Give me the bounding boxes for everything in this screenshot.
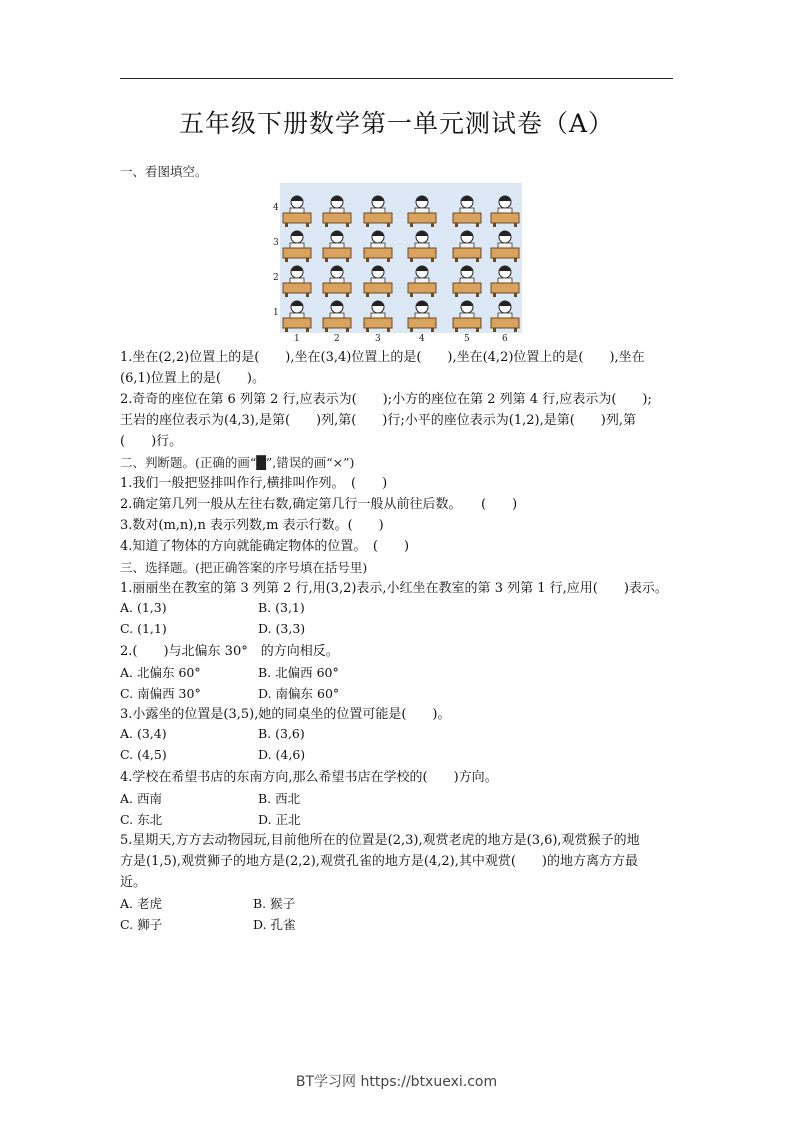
desk-leg — [410, 223, 413, 227]
desk-leg — [285, 328, 288, 332]
desk-leg — [366, 258, 369, 262]
classroom-seating-figure — [270, 183, 522, 343]
question2-line2: 王岩的座位表示为(4,3),是第( )列,第( )行;小平的座位表示为(1,2),是第( )列,第 — [120, 413, 636, 428]
desk-leg — [387, 258, 390, 262]
student-desk — [491, 213, 519, 223]
student-desk — [283, 213, 311, 223]
student-desk — [323, 213, 351, 223]
desk-leg — [431, 258, 434, 262]
question2-line1: 2.奇奇的座位在第 6 列第 2 行,应表示为( );小方的座位在第 2 列第 4 行,应表示为( ); — [120, 392, 652, 407]
desk-leg — [493, 258, 496, 262]
desk-leg — [387, 328, 390, 332]
choice-q4-stem: 4.学校在希望书店的东南方向,那么希望书店在学校的( )方向。 — [120, 770, 498, 785]
row-label: 1 — [273, 308, 279, 318]
desk-leg — [455, 258, 458, 262]
student-desk — [323, 248, 351, 258]
desk-leg — [306, 328, 309, 332]
desk-leg — [285, 258, 288, 262]
student-desk — [453, 248, 481, 258]
student-desk — [453, 318, 481, 328]
student-desk — [364, 248, 392, 258]
desk-leg — [514, 293, 517, 297]
desk-leg — [410, 328, 413, 332]
choice-q1-option-a: A. (1,3) — [120, 600, 167, 615]
question1-line1: 1.坐在(2,2)位置上的是( ),坐在(3,4)位置上的是( ),坐在(4,2)位置上的是( ),坐在 — [120, 350, 645, 365]
desk-leg — [514, 328, 517, 332]
choice-q1-option-d: D. (3,3) — [258, 621, 306, 636]
desk-leg — [346, 223, 349, 227]
question2-line3: ( )行。 — [120, 434, 183, 449]
column-label: 6 — [502, 334, 508, 343]
desk-leg — [325, 258, 328, 262]
desk-leg — [476, 223, 479, 227]
choice-q2-option-b: B. 北偏西 60° — [258, 665, 339, 680]
desk-leg — [455, 328, 458, 332]
desk-leg — [366, 293, 369, 297]
column-label: 4 — [419, 334, 425, 343]
judge-item-2: 2.确定第几列一般从左往右数,确定第几行一般从前往后数。 ( ) — [120, 497, 518, 512]
desk-leg — [346, 258, 349, 262]
choice-q3-option-a: A. (3,4) — [120, 726, 167, 741]
column-label: 5 — [464, 334, 470, 343]
column-label: 1 — [294, 334, 300, 343]
footer-watermark: BT学习网 https://btxuexi.com — [295, 1074, 498, 1090]
desk-leg — [476, 328, 479, 332]
desk-leg — [493, 293, 496, 297]
desk-leg — [431, 328, 434, 332]
row-label: 2 — [273, 273, 279, 283]
desk-leg — [493, 223, 496, 227]
student-desk — [491, 248, 519, 258]
student-desk — [408, 283, 436, 293]
choice-q2-option-c: C. 南偏西 30° — [120, 686, 201, 701]
desk-leg — [306, 223, 309, 227]
student-desk — [453, 213, 481, 223]
row-label: 3 — [273, 238, 279, 248]
choice-q4-option-d: D. 正北 — [258, 812, 301, 827]
desk-leg — [514, 258, 517, 262]
desk-leg — [346, 293, 349, 297]
desk-leg — [455, 293, 458, 297]
page-title: 五年级下册数学第一单元测试卷（A） — [178, 109, 615, 138]
judge-item-4: 4.知道了物体的方向就能确定物体的位置。 ( ) — [120, 539, 410, 554]
choice-q3-option-b: B. (3,6) — [258, 726, 305, 741]
choice-q4-option-b: B. 西北 — [258, 791, 301, 806]
desk-leg — [431, 293, 434, 297]
student-desk — [364, 283, 392, 293]
choice-q3-option-c: C. (4,5) — [120, 747, 167, 762]
desk-leg — [325, 293, 328, 297]
student-desk — [283, 248, 311, 258]
desk-leg — [476, 293, 479, 297]
desk-leg — [387, 293, 390, 297]
student-desk — [408, 318, 436, 328]
row-label: 4 — [273, 203, 279, 213]
choice-q5-option-d: D. 孔雀 — [253, 917, 296, 932]
choice-q5-stem-line1: 5.星期天,方方去动物园玩,目前他所在的位置是(2,3),观赏老虎的地方是(3,6),观赏猴子的地 — [120, 833, 640, 848]
choice-q5-option-a: A. 老虎 — [120, 896, 162, 911]
choice-q1-option-b: B. (3,1) — [258, 600, 305, 615]
desk-leg — [306, 293, 309, 297]
choice-q3-stem: 3.小露坐的位置是(3,5),她的同桌坐的位置可能是( )。 — [120, 707, 451, 722]
desk-leg — [366, 223, 369, 227]
student-desk — [491, 318, 519, 328]
choice-q1-option-c: C. (1,1) — [120, 621, 167, 636]
desk-leg — [325, 328, 328, 332]
choice-q5-stem-line2: 方是(1,5),观赏狮子的地方是(2,2),观赏孔雀的地方是(4,2),其中观赏( )的地方离方方最 — [120, 854, 638, 869]
choice-q5-stem-line3: 近。 — [120, 875, 147, 890]
choice-q2-option-a: A. 北偏东 60° — [120, 665, 201, 680]
desk-leg — [285, 223, 288, 227]
student-desk — [283, 318, 311, 328]
desk-leg — [325, 223, 328, 227]
desk-leg — [346, 328, 349, 332]
desk-leg — [493, 328, 496, 332]
column-label: 2 — [334, 334, 340, 343]
judge-item-1: 1.我们一般把竖排叫作行,横排叫作列。 ( ) — [120, 476, 388, 491]
desk-leg — [455, 223, 458, 227]
section2-heading: 二、判断题。(正确的画“█”,错误的画“×”) — [120, 455, 355, 470]
desk-leg — [431, 223, 434, 227]
student-desk — [323, 283, 351, 293]
student-desk — [323, 318, 351, 328]
section1-heading: 一、看图填空。 — [120, 164, 208, 179]
header-rule — [120, 78, 673, 79]
section3-heading: 三、选择题。(把正确答案的序号填在括号里) — [120, 560, 368, 575]
student-desk — [283, 283, 311, 293]
student-desk — [453, 283, 481, 293]
desk-leg — [476, 258, 479, 262]
desk-leg — [410, 293, 413, 297]
choice-q2-stem: 2.( )与北偏东 30° 的方向相反。 — [120, 644, 339, 659]
choice-q5-option-c: C. 狮子 — [120, 917, 163, 932]
desk-leg — [387, 223, 390, 227]
choice-q4-option-a: A. 西南 — [120, 791, 162, 806]
student-desk — [491, 283, 519, 293]
question1-line2: (6,1)位置上的是( )。 — [120, 371, 265, 386]
student-desk — [364, 213, 392, 223]
choice-q3-option-d: D. (4,6) — [258, 747, 306, 762]
desk-leg — [410, 258, 413, 262]
choice-q5-option-b: B. 猴子 — [253, 896, 296, 911]
figure-background — [280, 183, 522, 333]
choice-q4-option-c: C. 东北 — [120, 812, 163, 827]
judge-item-3: 3.数对(m,n),n 表示列数,m 表示行数。( ) — [120, 518, 384, 533]
choice-q1-stem: 1.丽丽坐在教室的第 3 列第 2 行,用(3,2)表示,小红坐在教室的第 3 列第 1 行,应用( )表示。 — [120, 581, 668, 596]
desk-leg — [366, 328, 369, 332]
desk-leg — [306, 258, 309, 262]
choice-q2-option-d: D. 南偏东 60° — [258, 686, 340, 701]
seating-chart-svg — [270, 183, 522, 343]
column-label: 3 — [375, 334, 381, 343]
desk-leg — [514, 223, 517, 227]
desk-leg — [285, 293, 288, 297]
student-desk — [408, 213, 436, 223]
student-desk — [364, 318, 392, 328]
student-desk — [408, 248, 436, 258]
